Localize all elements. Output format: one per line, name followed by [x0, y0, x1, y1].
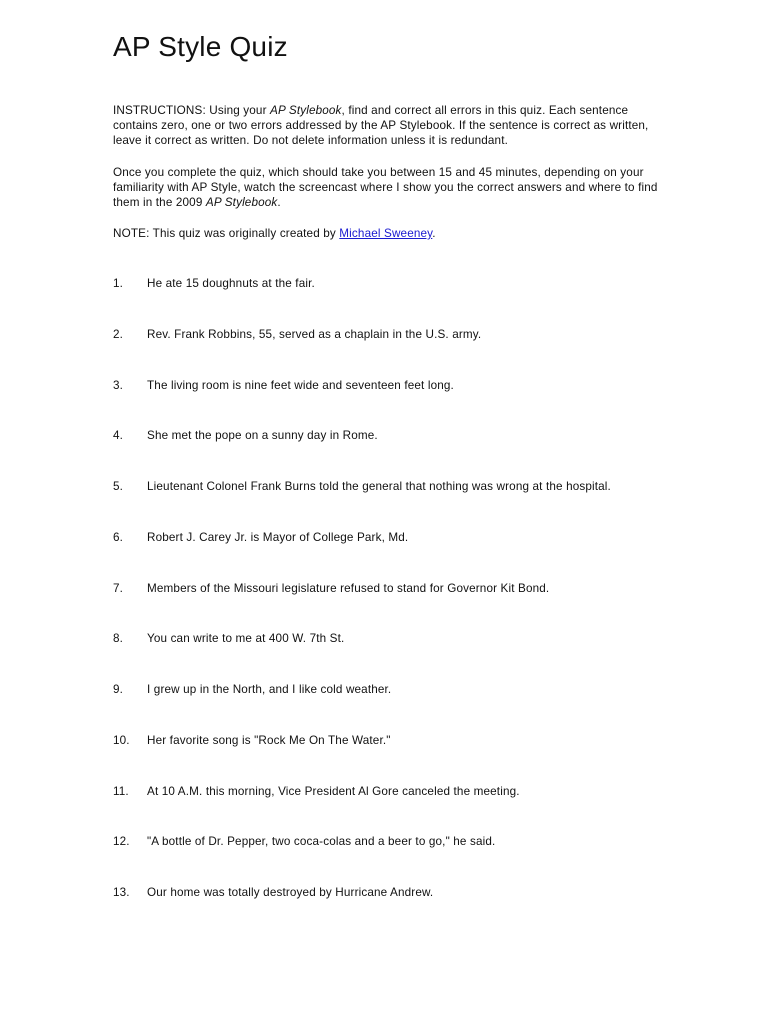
question-text: Rev. Frank Robbins, 55, served as a chaplain in the U.S. army.	[147, 327, 482, 341]
instructions-text-start: INSTRUCTIONS: Using your	[113, 104, 271, 117]
question-text: Members of the Missouri legislature refused to stand for Governor Kit Bond.	[147, 581, 550, 595]
author-link[interactable]: Michael Sweeney	[339, 227, 433, 240]
question-item	[113, 530, 658, 581]
question-text: At 10 A.M. this morning, Vice President Al Gore canceled the meeting.	[147, 784, 520, 798]
question-text: Robert J. Carey Jr. is Mayor of College Park, Md.	[147, 530, 409, 544]
question-number: 13.	[113, 886, 130, 899]
question-number: 3.	[113, 378, 124, 392]
question-text: "A bottle of Dr. Pepper, two coca-colas and a beer to go," he said.	[147, 835, 496, 849]
note-paragraph	[113, 226, 658, 241]
question-item	[113, 428, 658, 479]
question-item	[113, 581, 658, 632]
question-item	[113, 631, 658, 682]
page-title: AP Style Quiz	[113, 31, 288, 62]
question-item	[113, 885, 658, 936]
screencast-text-end: .	[277, 196, 281, 209]
question-item	[113, 733, 658, 784]
question-item	[113, 276, 658, 327]
question-number: 8.	[113, 632, 124, 646]
question-text: Her favorite song is "Rock Me On The Water."	[147, 733, 391, 747]
question-number: 1.	[113, 277, 124, 290]
question-text: I grew up in the North, and I like cold weather.	[147, 683, 392, 696]
question-text: The living room is nine feet wide and seventeen feet long.	[147, 378, 454, 392]
note-suffix: .	[432, 227, 436, 240]
question-number: 9.	[113, 683, 124, 696]
question-text: Lieutenant Colonel Frank Burns told the general that nothing was wrong at the hospital.	[147, 480, 611, 493]
document-page	[113, 0, 658, 1024]
stylebook-title: AP Stylebook	[270, 104, 342, 117]
question-item	[113, 378, 658, 429]
screencast-text-start: Once you complete the quiz, which should take you between 15 and 45 minutes, depending on your familiarity with AP Style, watch the screencast where I show you the correct answers and where to find them in the 2009	[113, 166, 658, 209]
instructions-text-end: , find and correct all errors in this quiz. Each sentence contains zero, one or two errors addressed by the AP Stylebook. If the sentence is correct as written, leave it correct as written. Do not delete information unless it is redundant.	[113, 104, 649, 147]
instructions-paragraph	[113, 103, 658, 148]
question-number: 4.	[113, 429, 124, 443]
question-item	[113, 834, 658, 885]
question-item	[113, 479, 658, 530]
note-prefix: NOTE: This quiz was originally created by	[113, 227, 340, 240]
question-number: 2.	[113, 327, 124, 341]
stylebook-title: AP Stylebook	[205, 196, 278, 209]
question-number: 7.	[113, 581, 124, 595]
question-item	[113, 327, 658, 378]
screencast-paragraph	[113, 165, 658, 210]
question-number: 10.	[113, 733, 130, 747]
question-item	[113, 682, 658, 733]
question-list	[113, 276, 658, 936]
question-text: She met the pope on a sunny day in Rome.	[147, 429, 378, 443]
question-text: Our home was totally destroyed by Hurricane Andrew.	[147, 886, 434, 899]
question-number: 5.	[113, 480, 124, 493]
question-number: 12.	[113, 835, 130, 849]
question-text: He ate 15 doughnuts at the fair.	[147, 277, 315, 290]
question-number: 6.	[113, 530, 124, 544]
question-item	[113, 784, 658, 835]
question-number: 11.	[113, 784, 129, 798]
question-text: You can write to me at 400 W. 7th St.	[147, 632, 345, 646]
